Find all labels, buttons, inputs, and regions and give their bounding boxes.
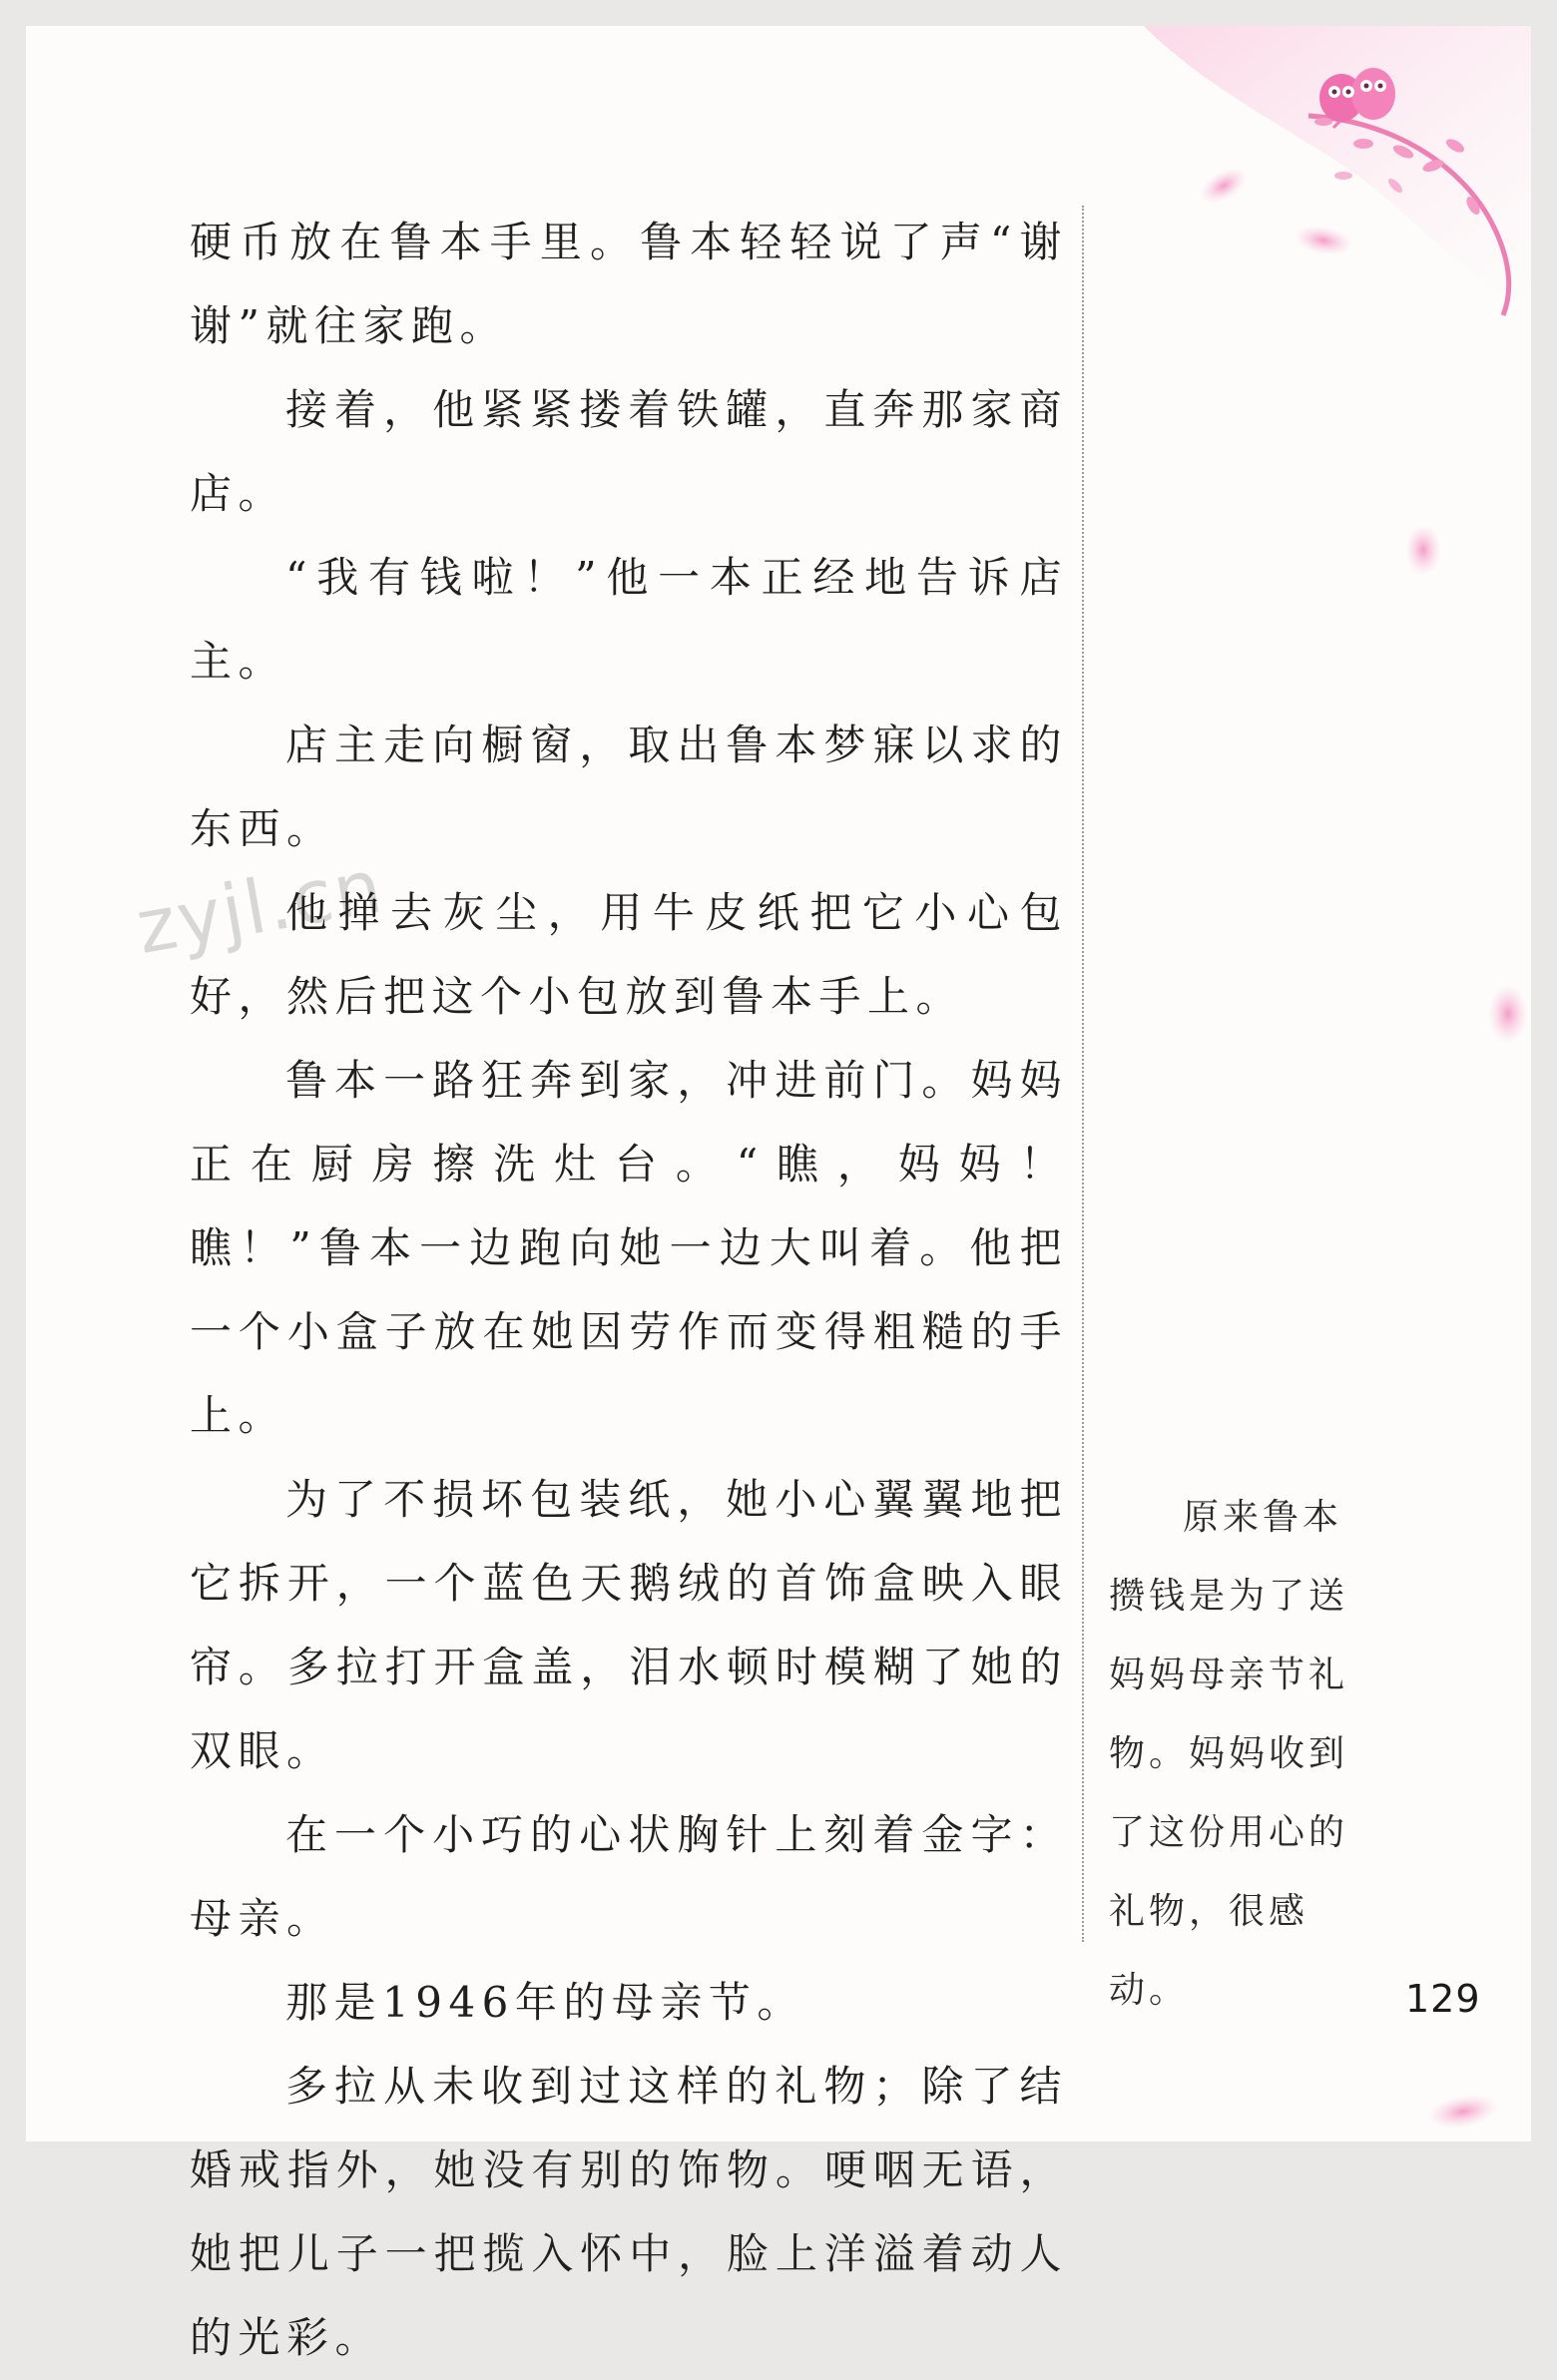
paragraph: 那是1946年的母亲节。 — [285, 1978, 805, 2027]
column-divider — [1082, 206, 1084, 1942]
branch-icon — [1308, 108, 1509, 315]
page-number: 129 — [1405, 1977, 1481, 2021]
paragraph: 在一个小巧的心状胸针上刻着金字：母亲。 — [190, 1810, 1068, 1943]
paragraph: 他掸去灰尘，用牛皮纸把它小心包好，然后把这个小包放到鲁本手上。 — [190, 888, 1068, 1021]
paragraph: 为了不损坏包装纸，她小心翼翼地把它拆开，一个蓝色天鹅绒的首饰盒映入眼帘。多拉打开盒盖，泪水顿时模糊了她的双眼。 — [190, 1475, 1068, 1775]
main-text-column — [190, 201, 1068, 2380]
side-note — [1109, 1478, 1368, 2030]
paragraph: 店主走向橱窗，取出鲁本梦寐以求的东西。 — [190, 720, 1068, 853]
owl-pair-icon — [1319, 68, 1395, 122]
paragraph: 硬币放在鲁本手里。鲁本轻轻说了声“谢谢”就往家跑。 — [190, 218, 1068, 350]
book-page — [26, 26, 1531, 2362]
paragraph: “我有钱啦！”他一本正经地告诉店主。 — [190, 553, 1068, 686]
side-note-text: 原来鲁本攒钱是为了送妈妈母亲节礼物。妈妈收到了这份用心的礼物，很感动。 — [1109, 1497, 1349, 2011]
watermark: zyjl.cn — [130, 843, 390, 971]
paragraph: 接着，他紧紧搂着铁罐，直奔那家商店。 — [190, 385, 1068, 518]
paragraph: 鲁本一路狂奔到家，冲进前门。妈妈正在厨房擦洗灶台。“瞧，妈妈！瞧！”鲁本一边跑向她一边大叫着。他把一个小盒子放在她因劳作而变得粗糙的手上。 — [190, 1056, 1068, 1440]
paragraph: 多拉从未收到过这样的礼物；除了结婚戒指外，她没有别的饰物。哽咽无语，她把儿子一把揽入怀中，脸上洋溢着动人的光彩。 — [190, 2062, 1068, 2362]
